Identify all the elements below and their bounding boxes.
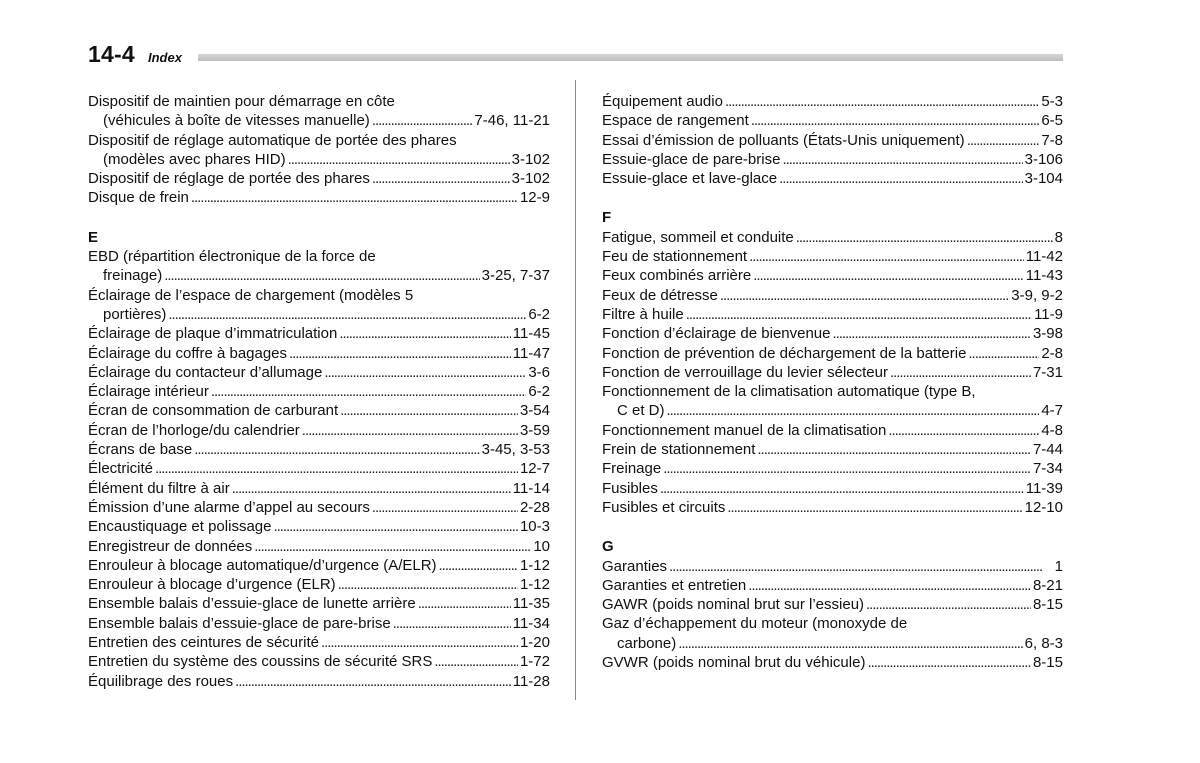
- index-entry-text: Enrouleur à blocage d’urgence (ELR): [88, 576, 336, 594]
- page-reference: 8-15: [1032, 654, 1063, 672]
- page-reference: 11-42: [1025, 248, 1063, 266]
- page-reference: 11-28: [512, 672, 550, 690]
- index-entry: [88, 594, 550, 613]
- index-entry: [602, 344, 1063, 363]
- page-reference: 3-98: [1032, 325, 1063, 343]
- dot-leader: [393, 614, 511, 633]
- index-entry-text: Éclairage de plaque d’immatriculation: [88, 325, 338, 343]
- index-entry: [602, 92, 1063, 111]
- page-reference: 8-15: [1032, 596, 1063, 614]
- index-entry-text: Fusibles: [602, 479, 658, 497]
- index-entry: [88, 382, 550, 401]
- index-entry-text: Feu de stationnement: [602, 248, 748, 266]
- index-entry: [88, 188, 550, 207]
- page-reference: 12-10: [1024, 498, 1063, 516]
- index-entry-text: carbone): [617, 634, 677, 652]
- index-entry: [602, 111, 1063, 130]
- dot-leader: [967, 131, 1040, 150]
- page-reference: 10: [533, 537, 550, 555]
- dot-leader: [667, 401, 1040, 420]
- page-reference: 3-104: [1024, 170, 1063, 188]
- dot-leader: [757, 440, 1031, 459]
- index-entry-text: Feux de détresse: [602, 286, 718, 304]
- index-entry-text: Dispositif de maintien pour démarrage en côte: [88, 93, 395, 110]
- page-reference: 2-8: [1041, 344, 1063, 362]
- index-entry: [602, 305, 1063, 324]
- dot-leader: [340, 401, 518, 420]
- dot-leader: [725, 92, 1039, 111]
- index-entry: [602, 440, 1063, 459]
- page-header: [88, 40, 1063, 68]
- index-entry-text: Fatigue, sommeil et conduite: [602, 228, 794, 246]
- index-entry: [602, 459, 1063, 478]
- page-reference: 11-39: [1025, 479, 1063, 497]
- index-entry: [602, 479, 1063, 498]
- index-entry-text: Gaz d’échappement du moteur (monoxyde de: [602, 615, 908, 633]
- index-entry-text: GVWR (poids nominal brut du véhicule): [602, 654, 866, 672]
- page-reference: 4-8: [1041, 421, 1063, 439]
- index-entry: [88, 169, 550, 188]
- index-entry: [88, 131, 550, 170]
- index-entry: [602, 653, 1063, 672]
- page-reference: 7-34: [1032, 460, 1063, 478]
- index-entry: [602, 150, 1063, 169]
- index-letter-heading: G: [602, 538, 614, 556]
- dot-leader: [434, 652, 518, 671]
- page-reference: 11-14: [512, 479, 550, 497]
- index-entry-text: (véhicules à boîte de vitesses manuelle): [103, 112, 370, 130]
- page-reference: 1: [1054, 557, 1063, 575]
- index-entry-text: Garanties: [602, 557, 668, 575]
- index-entry: [88, 614, 550, 633]
- index-entry-text: Enregistreur de données: [88, 537, 253, 555]
- index-entry-text: Éclairage de l’espace de chargement (modèles 5: [88, 286, 414, 304]
- index-entry: [88, 633, 550, 652]
- index-entry: [88, 421, 550, 440]
- page-reference: 1-20: [519, 634, 550, 652]
- page-reference: 12-9: [519, 189, 550, 207]
- dot-leader: [660, 479, 1024, 498]
- index-entry: [602, 286, 1063, 305]
- index-entry-text: Essai d’émission de polluants (États-Unis uniquement): [602, 131, 965, 149]
- index-entry-text: Écran de consommation de carburant: [88, 402, 339, 420]
- page-reference: 3-106: [1024, 150, 1063, 168]
- page-reference: 6-2: [528, 305, 550, 323]
- section-title: Index: [148, 50, 182, 65]
- index-entry: [602, 131, 1063, 150]
- index-letter-heading: E: [88, 228, 99, 246]
- index-entry-text: Éclairage intérieur: [88, 383, 209, 401]
- dot-leader: [289, 344, 511, 363]
- dot-leader: [669, 557, 1053, 576]
- index-entry: [602, 595, 1063, 614]
- index-entry-text: Équipement audio: [602, 93, 723, 110]
- index-entry-text: Garanties et entretien: [602, 576, 747, 594]
- dot-leader: [321, 633, 518, 652]
- index-entry: [602, 557, 1063, 576]
- index-entry: [88, 556, 550, 575]
- dot-leader: [727, 498, 1022, 517]
- page-reference: 3-59: [519, 421, 550, 439]
- dot-leader: [372, 169, 510, 188]
- page-reference: 3-45, 3-53: [481, 441, 550, 459]
- page-reference: 7-46, 11-21: [474, 112, 550, 130]
- index-column-left: [88, 92, 550, 691]
- page-reference: 11-34: [512, 614, 550, 632]
- dot-leader: [191, 188, 518, 207]
- page-reference: 3-9, 9-2: [1011, 286, 1063, 304]
- index-entry-text: Fonction d’éclairage de bienvenue: [602, 325, 831, 343]
- index-entry: [88, 575, 550, 594]
- page-reference: 7-44: [1032, 441, 1063, 459]
- index-entry-text: Écrans de base: [88, 441, 193, 459]
- index-entry-text: GAWR (poids nominal brut sur l’essieu): [602, 596, 865, 614]
- index-entry: [602, 498, 1063, 517]
- dot-leader: [678, 634, 1022, 653]
- dot-leader: [439, 556, 518, 575]
- dot-leader: [211, 382, 526, 401]
- page-reference: 6, 8-3: [1024, 634, 1063, 652]
- index-entry-text: Fusibles et circuits: [602, 498, 726, 516]
- index-entry-text: (modèles avec phares HID): [103, 150, 286, 168]
- index-entry: [88, 363, 550, 382]
- index-entry-text: Fonctionnement manuel de la climatisation: [602, 421, 887, 439]
- dot-leader: [164, 266, 479, 285]
- dot-leader: [168, 305, 526, 324]
- index-entry: [88, 652, 550, 671]
- index-entry: [602, 228, 1063, 247]
- dot-leader: [339, 324, 510, 343]
- page-reference: 12-7: [519, 460, 550, 478]
- dot-leader: [372, 111, 473, 130]
- index-entry: [602, 363, 1063, 382]
- index-entry-text: Entretien des ceintures de sécurité: [88, 634, 319, 652]
- page-reference: 1-12: [519, 576, 550, 594]
- page-reference: 1-12: [519, 556, 550, 574]
- index-entry: [88, 479, 550, 498]
- dot-leader: [720, 286, 1009, 305]
- index-entry-text: Élément du filtre à air: [88, 479, 230, 497]
- index-entry-text: EBD (répartition électronique de la force de: [88, 248, 376, 266]
- dot-leader: [782, 150, 1022, 169]
- index-entry: [602, 247, 1063, 266]
- dot-leader: [779, 169, 1023, 188]
- dot-leader: [254, 537, 531, 556]
- page-reference: 5-3: [1041, 93, 1063, 110]
- index-entry-text: Encaustiquage et polissage: [88, 518, 272, 536]
- page-reference: 8-21: [1032, 576, 1063, 594]
- index-column-right: [602, 92, 1063, 672]
- index-entry-text: Ensemble balais d’essuie-glace de pare-brise: [88, 614, 391, 632]
- index-entry: [88, 247, 550, 286]
- page-reference: 11-35: [512, 595, 550, 613]
- index-entry-text: Dispositif de réglage de portée des phares: [88, 170, 370, 188]
- dot-leader: [686, 305, 1032, 324]
- column-divider: [575, 80, 576, 700]
- page-reference: 6-2: [528, 383, 550, 401]
- page-reference: 7-8: [1041, 131, 1063, 149]
- index-entry: [88, 537, 550, 556]
- index-entry: [602, 266, 1063, 285]
- page-reference: 3-25, 7-37: [481, 267, 550, 285]
- page-reference: 2-28: [519, 498, 550, 516]
- page-number: 14-4: [88, 41, 135, 67]
- index-entry: [88, 344, 550, 363]
- page-reference: 3-102: [511, 150, 550, 168]
- index-entry-text: Éclairage du contacteur d’allumage: [88, 363, 323, 381]
- index-entry: [602, 382, 1063, 421]
- index-entry-text: portières): [103, 305, 167, 323]
- index-entry: [88, 459, 550, 478]
- index-entry: [602, 169, 1063, 188]
- page-reference: 4-7: [1041, 402, 1063, 420]
- dot-leader: [324, 363, 526, 382]
- dot-leader: [338, 575, 518, 594]
- dot-leader: [753, 266, 1024, 285]
- index-entry-text: Écran de l’horloge/du calendrier: [88, 421, 300, 439]
- index-entry-text: Éclairage du coffre à bagages: [88, 344, 288, 362]
- dot-leader: [796, 228, 1053, 247]
- dot-leader: [372, 498, 518, 517]
- index-letter-heading: F: [602, 209, 612, 227]
- index-entry: [88, 517, 550, 536]
- page-reference: 3-102: [511, 170, 550, 188]
- page-reference: 6-5: [1041, 112, 1063, 130]
- index-entry-text: Enrouleur à blocage automatique/d’urgence (A/ELR): [88, 556, 437, 574]
- index-entry: [88, 672, 550, 691]
- index-entry-text: freinage): [103, 267, 163, 285]
- index-entry: [88, 440, 550, 459]
- dot-leader: [867, 653, 1031, 672]
- index-entry-text: Fonction de prévention de déchargement de la batterie: [602, 344, 967, 362]
- index-entry-text: Émission d’une alarme d’appel au secours: [88, 498, 370, 516]
- index-entry: [88, 92, 550, 131]
- page-reference: 3-6: [528, 363, 550, 381]
- page-reference: 3-54: [519, 402, 550, 420]
- dot-leader: [235, 672, 511, 691]
- index-entry-text: Électricité: [88, 460, 154, 478]
- dot-leader: [232, 479, 511, 498]
- index-entry: [88, 324, 550, 343]
- index-entry-text: Essuie-glace de pare-brise: [602, 150, 781, 168]
- dot-leader: [751, 111, 1040, 130]
- index-entry: [602, 576, 1063, 595]
- index-entry-text: Entretien du système des coussins de sécurité SRS: [88, 653, 433, 671]
- page-reference: 11-45: [512, 325, 550, 343]
- index-entry-text: Frein de stationnement: [602, 441, 756, 459]
- dot-leader: [663, 459, 1031, 478]
- dot-leader: [968, 344, 1039, 363]
- dot-leader: [833, 324, 1031, 343]
- dot-leader: [890, 363, 1031, 382]
- index-entry-text: Freinage: [602, 460, 662, 478]
- index-entry: [602, 614, 1063, 653]
- index-entry-text: Filtre à huile: [602, 305, 684, 323]
- index-entry: [88, 401, 550, 420]
- dot-leader: [155, 459, 518, 478]
- dot-leader: [418, 594, 511, 613]
- dot-leader: [273, 517, 518, 536]
- index-entry-text: C et D): [617, 402, 665, 420]
- page-reference: 8: [1054, 228, 1063, 246]
- index-entry-text: Ensemble balais d’essuie-glace de lunette arrière: [88, 595, 416, 613]
- index-entry-text: Équilibrage des roues: [88, 672, 234, 690]
- page-reference: 10-3: [519, 518, 550, 536]
- index-entry-text: Espace de rangement: [602, 112, 749, 130]
- dot-leader: [888, 421, 1039, 440]
- index-entry: [88, 286, 550, 325]
- page-reference: 11-43: [1025, 267, 1063, 285]
- index-entry: [602, 421, 1063, 440]
- dot-leader: [288, 150, 510, 169]
- index-entry-text: Disque de frein: [88, 189, 189, 207]
- page-reference: 7-31: [1032, 363, 1063, 381]
- dot-leader: [749, 247, 1024, 266]
- index-entry-text: Fonction de verrouillage du levier sélecteur: [602, 363, 888, 381]
- dot-leader: [748, 576, 1031, 595]
- page-reference: 11-9: [1034, 305, 1063, 323]
- index-entry-text: Dispositif de réglage automatique de portée des phares: [88, 131, 457, 149]
- index-entry: [88, 498, 550, 517]
- dot-leader: [302, 421, 518, 440]
- index-entry-text: Fonctionnement de la climatisation automatique (type B,: [602, 383, 976, 401]
- index-entry-text: Feux combinés arrière: [602, 267, 752, 285]
- dot-leader: [194, 440, 479, 459]
- index-entry-text: Essuie-glace et lave-glace: [602, 170, 778, 188]
- page-reference: 1-72: [519, 653, 550, 671]
- page-reference: 11-47: [512, 344, 550, 362]
- dot-leader: [866, 595, 1031, 614]
- header-rule: [198, 54, 1063, 61]
- index-entry: [602, 324, 1063, 343]
